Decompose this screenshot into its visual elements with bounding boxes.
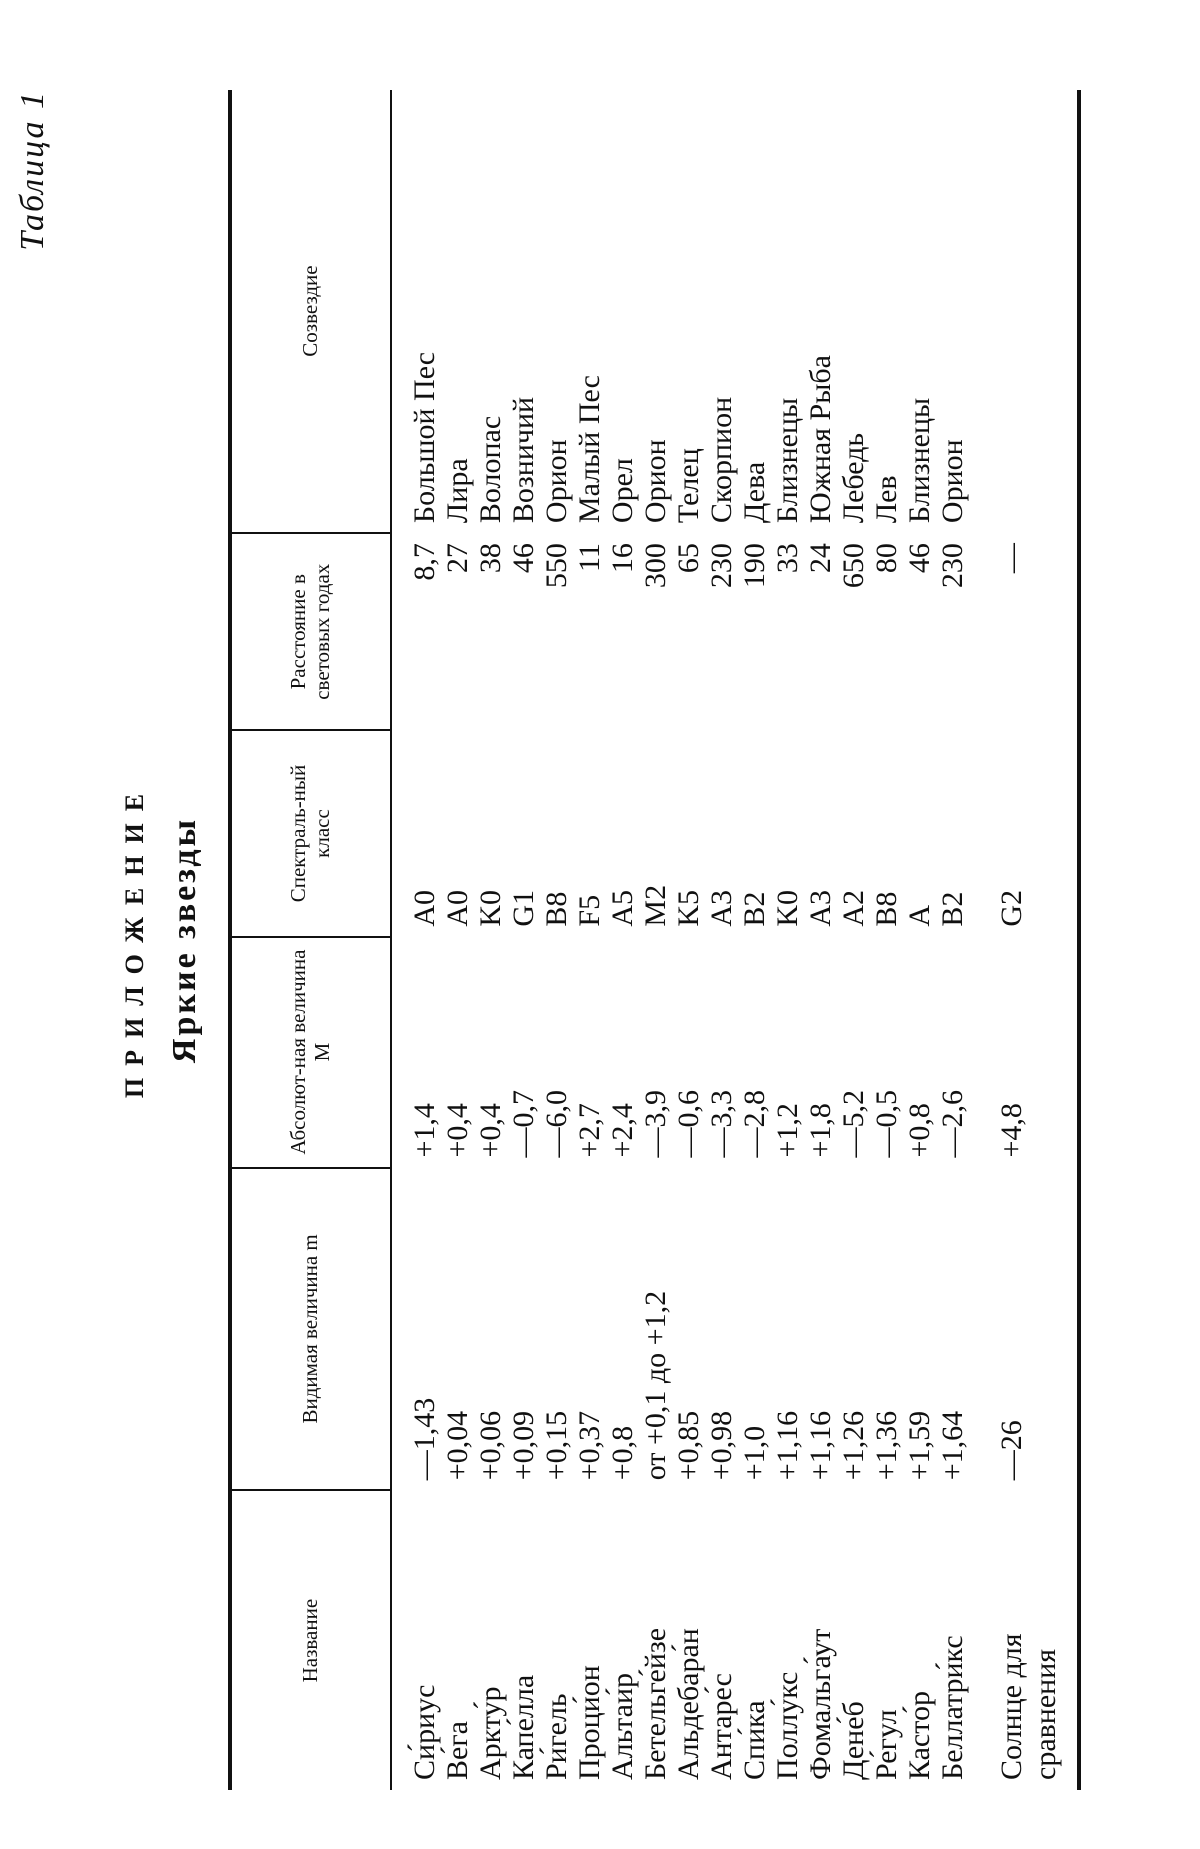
star-name-cell: Альдебара́н [672, 1628, 705, 1780]
visible-magnitude-cell: +0,04 [441, 1410, 474, 1481]
appendix-heading: ПРИЛОЖЕНИЕ [120, 781, 149, 1099]
spectral-class-cell: A5 [606, 889, 639, 927]
absolute-magnitude-cell: +2,7 [573, 1103, 606, 1158]
constellation-cell: Возничий [507, 396, 540, 524]
distance-cell: 550 [540, 543, 573, 589]
distance-cell: 16 [606, 543, 639, 574]
table-body [391, 90, 1079, 1790]
spectral-class-cell: B8 [870, 891, 903, 927]
absolute-magnitude-cell: —0,5 [870, 1090, 903, 1158]
spectral-class-cell: F5 [573, 894, 606, 927]
constellation-cell: Южная Рыба [804, 355, 837, 524]
star-name-cell: Бетельге́йзе [639, 1627, 672, 1780]
table-row [837, 90, 870, 1790]
distance-cell: 190 [738, 543, 771, 589]
distance-cell: 33 [771, 543, 804, 574]
distance-cell: 46 [903, 543, 936, 574]
distance-cell: 11 [573, 543, 606, 572]
absolute-magnitude-cell: —5,2 [837, 1090, 870, 1158]
table-row [771, 90, 804, 1790]
star-name-cell: Аркту́р [474, 1686, 507, 1780]
star-name-cell: Си́риус [408, 1684, 441, 1780]
star-name-cell: Проци́он [573, 1665, 606, 1780]
star-name-cell: Фомальга́ут [804, 1628, 837, 1780]
visible-magnitude-cell: +1,59 [903, 1410, 936, 1481]
absolute-magnitude-cell: —3,3 [705, 1090, 738, 1158]
constellation-cell: Лира [441, 458, 474, 524]
distance-cell: 65 [672, 543, 705, 574]
constellation-cell: Лебедь [837, 432, 870, 524]
visible-magnitude-cell: +0,98 [705, 1410, 738, 1481]
constellation-cell: Орион [540, 439, 573, 524]
table-row [870, 90, 903, 1790]
visible-magnitude-cell: +1,64 [936, 1410, 969, 1481]
sun-visible-cell: —26 [995, 1420, 1028, 1481]
visible-magnitude-cell: +1,16 [771, 1410, 804, 1481]
distance-cell: 46 [507, 543, 540, 574]
absolute-magnitude-cell: +1,8 [804, 1103, 837, 1158]
table-row [507, 90, 540, 1790]
distance-cell: 8,7 [408, 543, 441, 581]
constellation-cell: Волопас [474, 415, 507, 524]
visible-magnitude-cell: +0,85 [672, 1410, 705, 1481]
table-row [903, 90, 936, 1790]
sun-row [969, 90, 1079, 1790]
table-row [936, 90, 969, 1790]
constellation-cell: Лев [870, 475, 903, 524]
constellation-cell: Большой Пес [408, 351, 441, 524]
spectral-class-cell: M2 [639, 884, 672, 927]
spectral-class-cell: K5 [672, 889, 705, 927]
spectral-class-cell: A2 [837, 889, 870, 927]
distance-cell: 24 [804, 543, 837, 574]
distance-cell: 300 [639, 543, 672, 589]
absolute-magnitude-cell: +1,4 [408, 1103, 441, 1158]
table-title: Яркие звезды [166, 816, 203, 1064]
table-row [639, 90, 672, 1790]
spectral-class-cell: K0 [771, 889, 804, 927]
sun-spectral-cell: G2 [995, 889, 1028, 927]
constellation-cell: Скорпион [705, 396, 738, 524]
star-name-cell: Альтаи́р [606, 1672, 639, 1780]
table-row [573, 90, 606, 1790]
spectral-class-cell: B2 [738, 891, 771, 927]
star-name-cell: Ве́га [441, 1721, 474, 1780]
column-header-distance: Расстояние в световых годах [230, 533, 391, 730]
rotated-page [14, 90, 1110, 1790]
table-row [738, 90, 771, 1790]
table-row [672, 90, 705, 1790]
table-row [441, 90, 474, 1790]
star-name-cell: Беллатри́кс [936, 1635, 969, 1780]
star-name-cell: Капе́лла [507, 1674, 540, 1780]
column-header-visible-magnitude: Видимая величина m [230, 1168, 391, 1491]
table-row [474, 90, 507, 1790]
absolute-magnitude-cell: —0,7 [507, 1090, 540, 1158]
sun-constellation-cell [969, 90, 1079, 533]
table-row [804, 90, 837, 1790]
spectral-class-cell: G1 [507, 889, 540, 927]
header-row [230, 90, 391, 1790]
spectral-class-cell: A3 [804, 889, 837, 927]
absolute-magnitude-cell: —2,6 [936, 1090, 969, 1158]
visible-magnitude-cell: —1,43 [408, 1397, 441, 1481]
distance-cell: 38 [474, 543, 507, 574]
visible-magnitude-cell: +0,06 [474, 1410, 507, 1481]
absolute-magnitude-cell: +0,4 [441, 1103, 474, 1158]
spectral-class-cell: A0 [441, 889, 474, 927]
sun-absolute-cell: +4,8 [995, 1103, 1028, 1158]
absolute-magnitude-cell: —6,0 [540, 1090, 573, 1158]
distance-cell: 230 [705, 543, 738, 589]
column-header-constellation: Созвездие [230, 90, 391, 533]
absolute-magnitude-cell: +1,2 [771, 1103, 804, 1158]
constellation-cell: Орел [606, 458, 639, 524]
absolute-magnitude-cell: +2,4 [606, 1103, 639, 1158]
table-row [606, 90, 639, 1790]
distance-cell: 650 [837, 543, 870, 589]
distance-cell: 80 [870, 543, 903, 574]
absolute-magnitude-cell: —2,8 [738, 1090, 771, 1158]
constellation-cell: Малый Пес [573, 375, 606, 524]
table-number: Таблица 1 [14, 90, 51, 251]
constellation-cell: Телец [672, 448, 705, 524]
absolute-magnitude-cell: —0,6 [672, 1090, 705, 1158]
star-name-cell: Ри́гель [540, 1693, 573, 1780]
star-name-cell: Касто́р [903, 1691, 936, 1780]
star-name-cell: Антаре́с [705, 1673, 738, 1780]
star-name-cell: Спи́ка [738, 1700, 771, 1780]
spectral-class-cell: A0 [408, 889, 441, 927]
visible-magnitude-cell: +1,16 [804, 1410, 837, 1481]
constellation-cell: Орион [639, 439, 672, 524]
column-header-name: Название [230, 1490, 391, 1790]
constellation-cell: Близнецы [771, 397, 804, 524]
table-row [705, 90, 738, 1790]
distance-cell: 230 [936, 543, 969, 589]
visible-magnitude-cell: +0,8 [606, 1425, 639, 1481]
visible-magnitude-cell: +0,09 [507, 1410, 540, 1481]
distance-cell: 27 [441, 543, 474, 574]
visible-magnitude-cell: от +0,1 до +1,2 [639, 1290, 672, 1481]
absolute-magnitude-cell: +0,4 [474, 1103, 507, 1158]
spectral-class-cell: A3 [705, 889, 738, 927]
spectral-class-cell: A [903, 904, 936, 927]
visible-magnitude-cell: +1,36 [870, 1410, 903, 1481]
bright-stars-table [228, 90, 1081, 1790]
spectral-class-cell: B8 [540, 891, 573, 927]
spectral-class-cell: K0 [474, 889, 507, 927]
visible-magnitude-cell: +0,37 [573, 1410, 606, 1481]
absolute-magnitude-cell: —3,9 [639, 1090, 672, 1158]
constellation-cell: Орион [936, 439, 969, 524]
table-row [540, 90, 573, 1790]
table-row [391, 90, 441, 1790]
absolute-magnitude-cell: +0,8 [903, 1103, 936, 1158]
star-name-cell: Дене́б [837, 1701, 870, 1780]
constellation-cell: Близнецы [903, 397, 936, 524]
sun-distance-cell: — [995, 543, 1028, 574]
spectral-class-cell: B2 [936, 891, 969, 927]
star-name-cell: Ре́гул [870, 1709, 903, 1780]
visible-magnitude-cell: +0,15 [540, 1410, 573, 1481]
visible-magnitude-cell: +1,26 [837, 1410, 870, 1481]
visible-magnitude-cell: +1,0 [738, 1425, 771, 1481]
sun-name-cell: Солнце для сравнения [995, 1633, 1062, 1780]
star-name-cell: Поллу́кс [771, 1671, 804, 1780]
column-header-absolute-magnitude: Абсолют-ная величина M [230, 937, 391, 1168]
constellation-cell: Дева [738, 461, 771, 524]
column-header-spectral-class: Спектраль-ный класс [230, 730, 391, 936]
